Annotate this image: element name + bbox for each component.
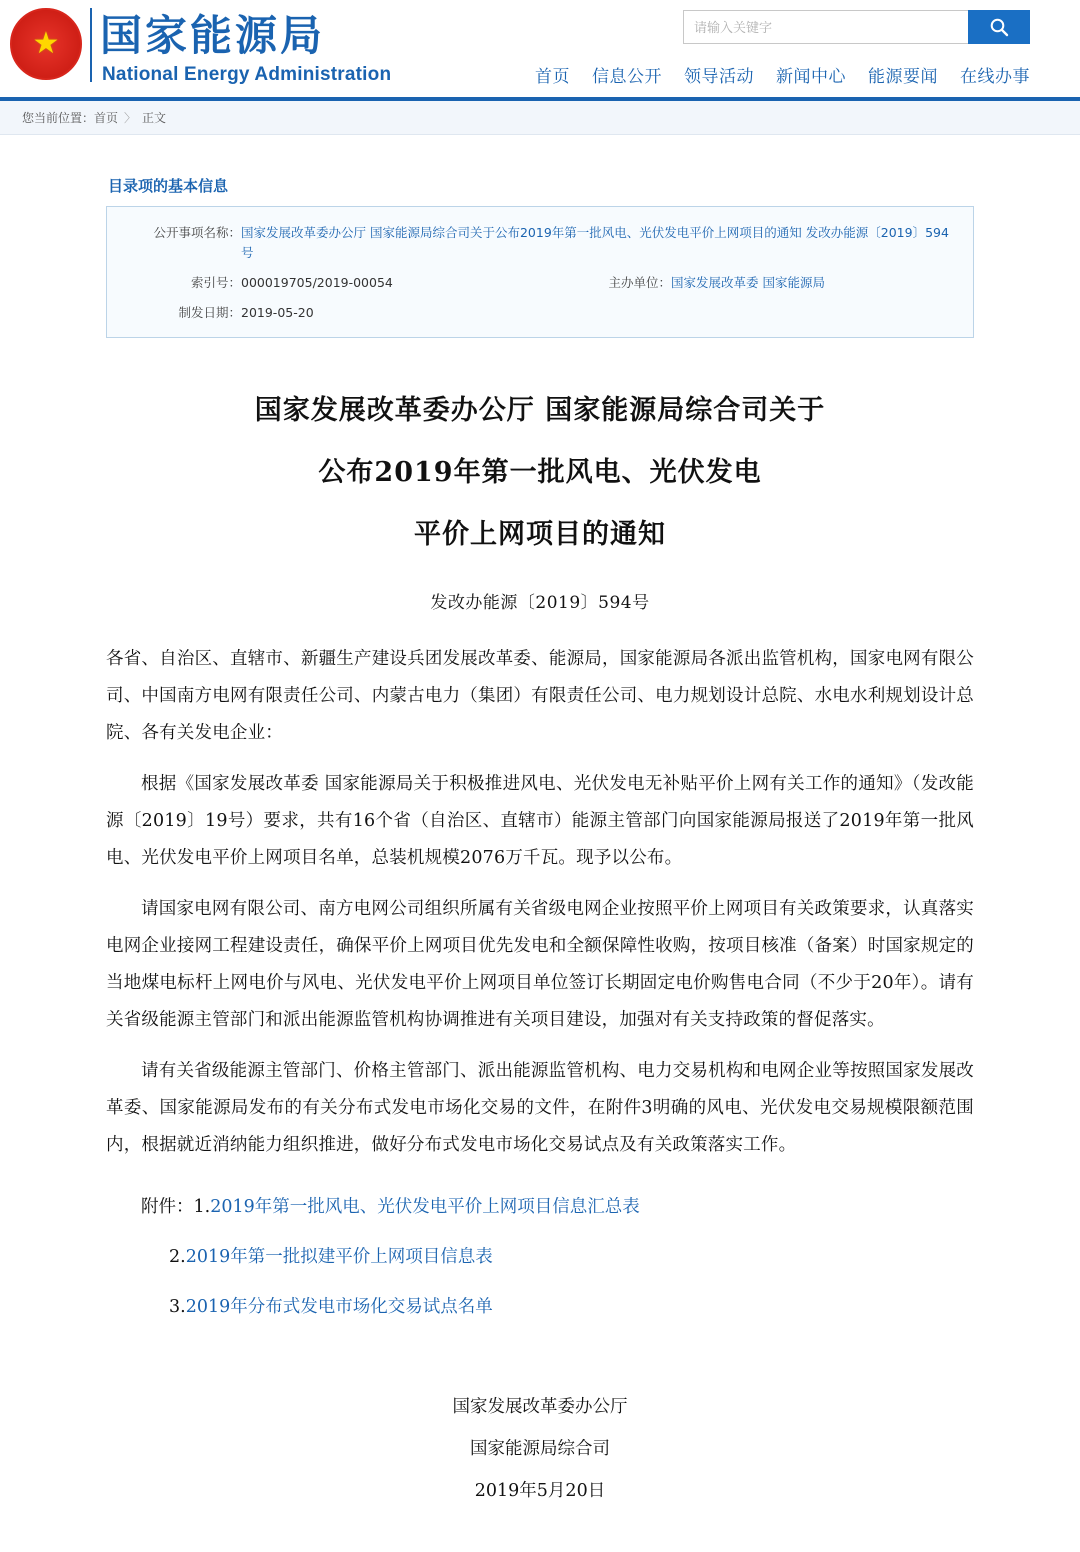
- nav-item-leader-activities[interactable]: 领导活动: [684, 67, 754, 87]
- meta-value-index: 000019705/2019-00054: [241, 275, 393, 290]
- breadcrumb-home-link[interactable]: 首页: [94, 111, 119, 125]
- star-glyph: ★: [32, 27, 60, 60]
- attachment-index-3: 3.: [169, 1297, 186, 1317]
- nav-item-info-disclosure[interactable]: 信息公开: [592, 67, 662, 87]
- signature-date: 2019年5月20日: [474, 1481, 606, 1501]
- document-title-line-3: 平价上网项目的通知: [414, 519, 666, 550]
- signature-line-1: 国家发展改革委办公厅: [452, 1397, 628, 1417]
- document-paragraph-2: 请国家电网有限公司、南方电网公司组织所属有关省级电网企业按照平价上网项目有关政策要求，认真落实电网企业接网工程建设责任，确保平价上网项目优先发电和全额保障性收购，按项目核准（备案）时国家规定的当地煤电标杆上网电价与风电、光伏发电平价上网项目单位签订长期固定电价购售电合同（不少于20年）。请有关省级能源主管部门和派出能源监管机构协调推进有关项目建设，加强对有关支持政策的督促落实。: [106, 899, 974, 1030]
- nav-item-home[interactable]: 首页: [535, 67, 570, 87]
- document-body: [106, 380, 974, 1512]
- signature-line-2: 国家能源局综合司: [470, 1439, 610, 1459]
- document-title-line-1: 国家发展改革委办公厅 国家能源局综合司关于: [254, 395, 826, 426]
- meta-value-date: 2019-05-20: [241, 305, 314, 320]
- attachment-first-line: [106, 1182, 974, 1232]
- breadcrumb-separator: 〉: [124, 111, 137, 125]
- catalog-meta-title: 目录项的基本信息: [108, 177, 229, 195]
- breadcrumb-bar: [0, 101, 1080, 135]
- attachment-link-2[interactable]: 2019年第一批拟建平价上网项目信息表: [185, 1247, 493, 1267]
- document-signature: [106, 1386, 974, 1512]
- meta-label-index: 索引号：: [190, 275, 241, 290]
- search-button[interactable]: [968, 10, 1030, 44]
- document-title-line-2: 公布2019年第一批风电、光伏发电: [318, 457, 762, 488]
- meta-row-name: [129, 223, 951, 263]
- document-paragraph-3: 请有关省级能源主管部门、价格主管部门、派出能源监管机构、电力交易机构和电网企业等按照国家发展改革委、国家能源局发布的有关分布式发电市场化交易的文件，在附件3明确的风电、光伏发电交易规模限额范围内，根据就近消纳能力组织推进，做好分布式发电市场化交易试点及有关政策落实工作。: [106, 1061, 974, 1155]
- attachments-label: 附件：: [141, 1197, 194, 1217]
- main-nav: [535, 62, 1030, 87]
- page-content: [0, 175, 1080, 1552]
- attachment-item-3: [106, 1282, 974, 1332]
- breadcrumb: [22, 109, 166, 126]
- document-paragraph-1: 根据《国家发展改革委 国家能源局关于积极推进风电、光伏发电无补贴平价上网有关工作的通知》（发改能源〔2019〕19号）要求，共有16个省（自治区、直辖市）能源主管部门向国家能源局报送了2019年第一批风电、光伏发电平价上网项目名单，总装机规模2076万千瓦。现予以公布。: [106, 774, 974, 868]
- nav-item-online-services[interactable]: 在线办事: [960, 67, 1030, 87]
- attachment-index-1: 1.: [193, 1197, 211, 1217]
- document-number: 发改办能源〔2019〕594号: [430, 593, 650, 613]
- attachment-link-3[interactable]: 2019年分布式发电市场化交易试点名单: [185, 1297, 493, 1317]
- nav-item-energy-headlines[interactable]: 能源要闻: [868, 67, 938, 87]
- attachment-link-1[interactable]: 2019年第一批风电、光伏发电平价上网项目信息汇总表: [210, 1197, 640, 1217]
- breadcrumb-current: 正文: [142, 111, 167, 125]
- attachment-item-2: [106, 1232, 974, 1282]
- meta-label-name: 公开事项名称：: [153, 225, 241, 240]
- catalog-meta-box: [106, 206, 974, 338]
- attachments-block: [106, 1182, 974, 1332]
- meta-label-org: 主办单位：: [608, 275, 671, 290]
- breadcrumb-prefix: 您当前位置：: [22, 111, 95, 125]
- catalog-meta-section: [106, 175, 974, 338]
- search-icon: [988, 16, 1010, 38]
- meta-row-date: [129, 303, 951, 323]
- search-input[interactable]: [683, 10, 968, 44]
- attachment-index-2: 2.: [169, 1247, 186, 1267]
- site-logo-chinese: 国家能源局: [100, 11, 326, 60]
- meta-label-date: 制发日期：: [178, 305, 241, 320]
- site-logo-english: National Energy Administration: [102, 64, 392, 85]
- nav-item-news-center[interactable]: 新闻中心: [776, 67, 846, 87]
- site-header: [0, 0, 1080, 101]
- search-bar: [683, 10, 1030, 44]
- national-emblem-icon: [10, 8, 82, 80]
- meta-value-name: 国家发展改革委办公厅 国家能源局综合司关于公布2019年第一批风电、光伏发电平价上网项目的通知 发改办能源〔2019〕594号: [241, 225, 949, 260]
- meta-value-org: 国家发展改革委 国家能源局: [671, 275, 825, 290]
- document-paragraph-addressees: 各省、自治区、直辖市、新疆生产建设兵团发展改革委、能源局，国家能源局各派出监管机构，国家电网有限公司、中国南方电网有限责任公司、内蒙古电力（集团）有限责任公司、电力规划设计总院、水电水利规划设计总院、各有关发电企业：: [106, 649, 974, 743]
- meta-row-index-org: [129, 273, 951, 293]
- logo-divider: [90, 8, 92, 82]
